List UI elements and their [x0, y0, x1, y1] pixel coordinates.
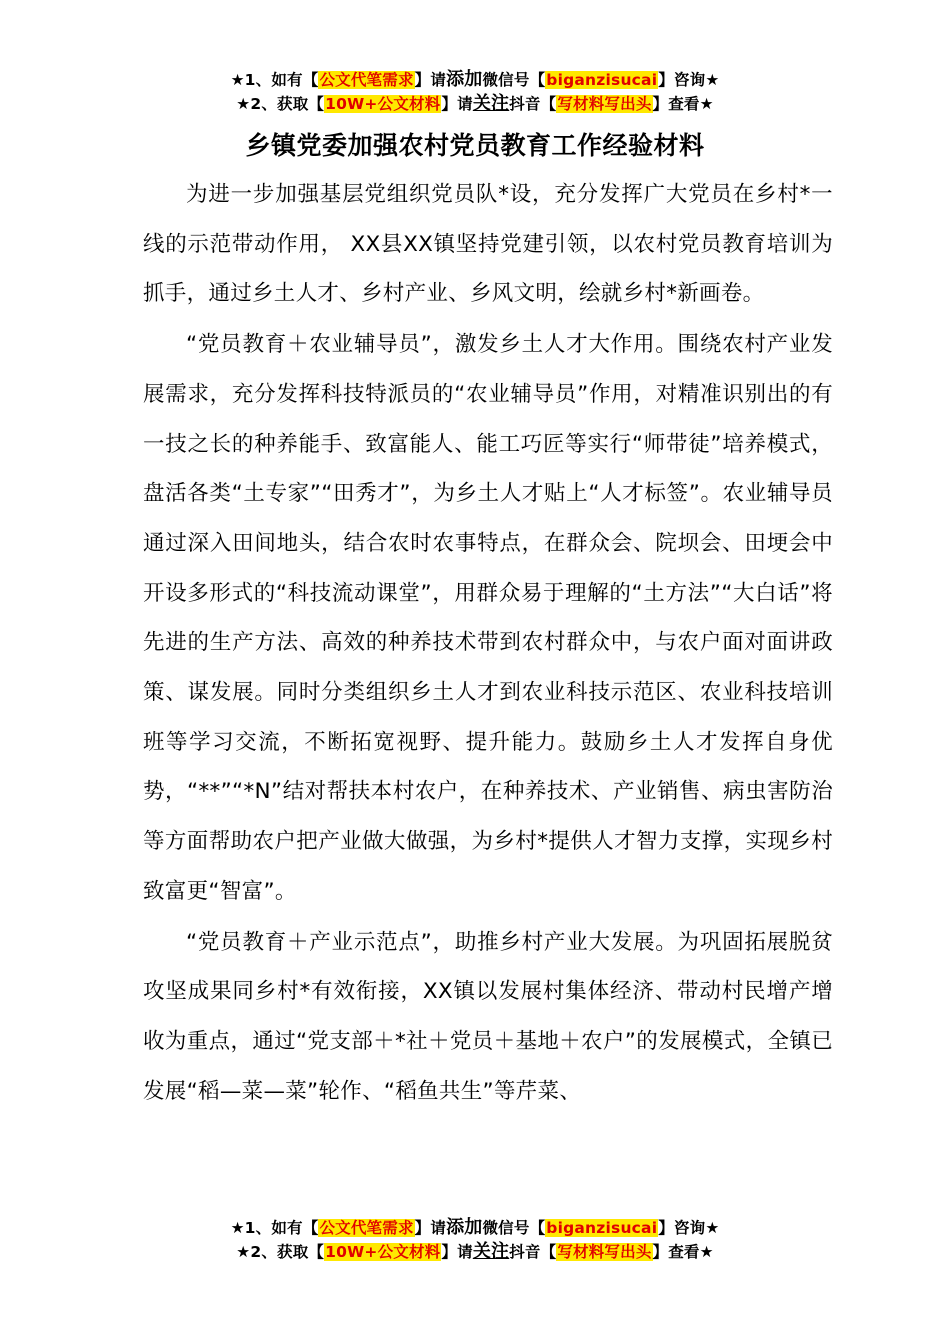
wechat-id-highlight: biganzisucai	[546, 1219, 658, 1237]
promo-text: 抖音【	[509, 1243, 557, 1261]
promo-text: 】请	[441, 95, 473, 113]
document-title: 乡镇党委加强农村党员教育工作经验材料	[245, 131, 705, 160]
promo-text: 】请	[441, 1243, 473, 1261]
promo-emphasis: 关注	[472, 1241, 510, 1262]
promo-text: 】请	[414, 71, 447, 89]
promo-text: ★1、如有【	[230, 71, 319, 89]
promo-highlight: 10W+公文材料	[325, 95, 441, 113]
promo-text: 】咨询★	[658, 1219, 720, 1237]
wechat-id-highlight: biganzisucai	[546, 71, 658, 89]
paragraph-agri-tutor: “党员教育＋农业辅导员”，激发乡土人才大作用。围绕农村产业发展需求，充分发挥科技特派员的“农业辅导员”作用，对精准识别出的有一技之长的种养能手、致富能人、能工巧匠等实行“师带徒”培养模式，盘活各类“土专家”“田秀才”，为乡土人才贴上“人才标签”。农业辅导员通过深入田间地头，结合农时农事特点，在群众会、院坝会、田埂会中开设多形式的“科技流动课堂”，用群众易于理解的“土方法”“大白话”将先进的生产方法、高效的种养技术带到农村群众中，与农户面对面讲政策、谋发展。同时分类组织乡土人才到农业科技示范区、农业科技培训班等学习交流，不断拓宽视野、提升能力。鼓励乡土人才发挥自身优势，“**”“*N”结对帮扶本村农户，在种养技术、产业销售、病虫害防治等方面帮助农户把产业做大做强，为乡村*提供人才智力支撑，实现乡村致富更“智富”。	[143, 332, 833, 904]
promo-emphasis: 添加	[446, 1217, 483, 1238]
promo-banner-top	[0, 68, 950, 116]
douyin-id-highlight: 写材料写出头	[557, 1243, 652, 1261]
promo-text: 】请	[414, 1219, 447, 1237]
promo-highlight: 公文代笔需求	[319, 71, 414, 89]
promo-text: ★2、获取【	[236, 95, 325, 113]
promo-highlight: 10W+公文材料	[325, 1243, 441, 1261]
promo-text: ★2、获取【	[236, 1243, 325, 1261]
promo-emphasis: 关注	[472, 93, 510, 114]
promo-banner-bottom	[0, 1216, 950, 1264]
paragraph-intro: 为进一步加强基层党组织党员队*设，充分发挥广大党员在乡村*一线的示范带动作用， XX县XX镇坚持党建引领，以农村党员教育培训为抓手，通过乡土人才、乡村产业、乡风文明，绘就乡村*新画卷。	[143, 182, 833, 307]
promo-highlight: 公文代笔需求	[319, 1219, 414, 1237]
promo-text: 微信号【	[482, 71, 546, 89]
promo-line-1	[0, 1216, 950, 1240]
document-body	[143, 170, 833, 1117]
promo-text: 微信号【	[482, 1219, 546, 1237]
promo-text: 】咨询★	[658, 71, 720, 89]
promo-emphasis: 添加	[446, 69, 483, 90]
promo-line-2	[0, 1240, 950, 1264]
paragraph-industry-demo: “党员教育＋产业示范点”，助推乡村产业大发展。为巩固拓展脱贫攻坚成果同乡村*有效衔接，XX镇以发展村集体经济、带动村民增产增收为重点，通过“党支部＋*社＋党员＋基地＋农户”的发展模式，全镇已发展“稻—菜—菜”轮作、“稻鱼共生”等芹菜、	[143, 929, 833, 1104]
promo-line-2	[0, 92, 950, 116]
promo-line-1	[0, 68, 950, 92]
promo-text: 】查看★	[652, 1243, 714, 1261]
promo-text: 抖音【	[509, 95, 557, 113]
promo-text: ★1、如有【	[230, 1219, 319, 1237]
promo-text: 】查看★	[652, 95, 714, 113]
douyin-id-highlight: 写材料写出头	[557, 95, 652, 113]
